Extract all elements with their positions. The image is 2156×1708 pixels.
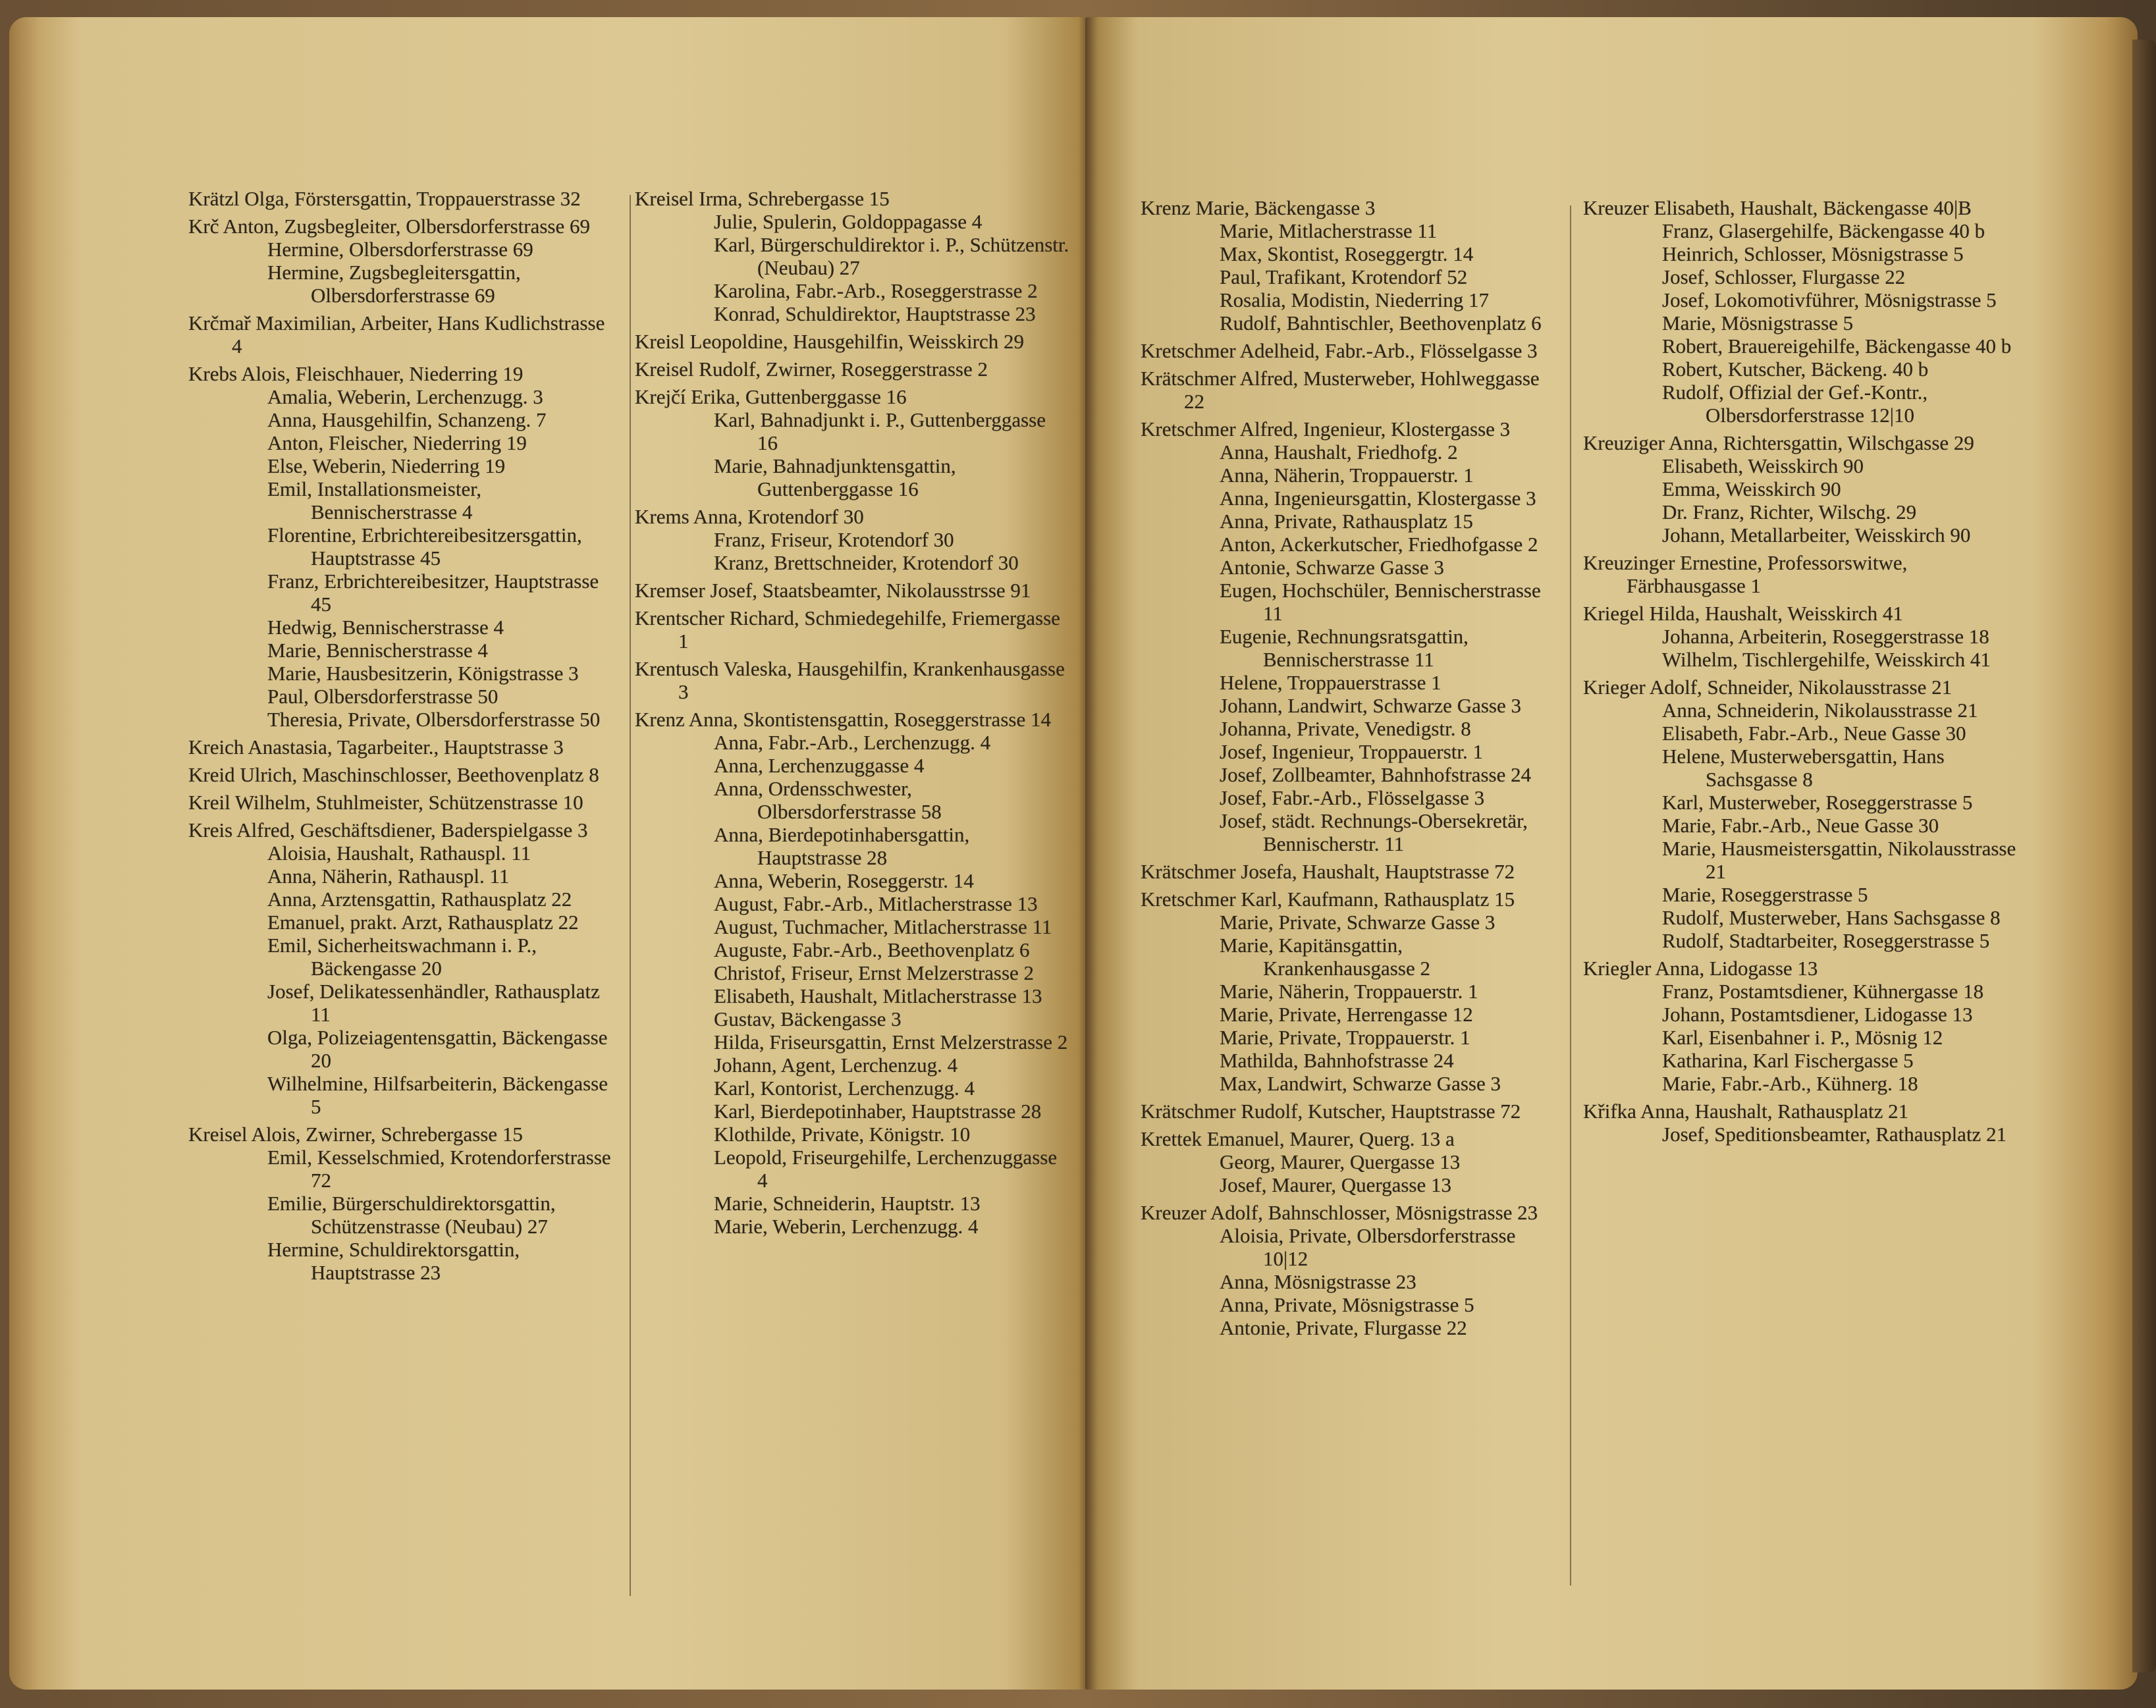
directory-entry: Paul, Olbersdorferstrasse 50 bbox=[267, 685, 499, 708]
directory-column-4 bbox=[1583, 196, 2018, 1146]
directory-entry: Josef, Speditionsbeamter, Rathausplatz 21 bbox=[1662, 1123, 2007, 1146]
directory-entry: Eugen, Hochschüler, Bennischerstrasse 11 bbox=[1220, 579, 1541, 625]
directory-entry-surname: Kretschmer Adelheid, Fabr.-Arb., Flösselgasse 3 bbox=[1141, 339, 1538, 362]
entry-spacer bbox=[1141, 855, 1559, 860]
directory-entry-surname: Kremser Josef, Staatsbeamter, Nikolausstrsse 91 bbox=[635, 579, 1031, 602]
directory-entry: Theresia, Private, Olbersdorferstrasse 50 bbox=[267, 708, 601, 731]
directory-entry: Else, Weberin, Niederring 19 bbox=[267, 454, 506, 477]
directory-entry: Olga, Polizeiagentensgattin, Bäckengasse 20 bbox=[267, 1026, 608, 1072]
directory-entry: Marie, Bennischerstrasse 4 bbox=[267, 639, 488, 662]
entry-spacer bbox=[1141, 1123, 1559, 1127]
directory-entry: Karolina, Fabr.-Arb., Roseggerstrasse 2 bbox=[714, 279, 1038, 302]
directory-entry: Marie, Fabr.-Arb., Kühnerg. 18 bbox=[1662, 1072, 1918, 1095]
directory-entry-surname: Kreisel Alois, Zwirner, Schrebergasse 15 bbox=[188, 1123, 523, 1146]
directory-entry: Julie, Spulerin, Goldoppagasse 4 bbox=[714, 210, 983, 233]
directory-entry: Anna, Lerchenzuggasse 4 bbox=[714, 754, 925, 777]
entry-spacer bbox=[635, 602, 1069, 606]
directory-entry: Wilhelm, Tischlergehilfe, Weisskirch 41 bbox=[1662, 648, 1991, 671]
directory-entry: Karl, Bürgerschuldirektor i. P., Schützenstr. (Neubau) 27 bbox=[714, 233, 1069, 279]
entry-spacer bbox=[635, 325, 1069, 330]
directory-entry: Marie, Roseggerstrasse 5 bbox=[1662, 883, 1868, 906]
directory-entry: Rudolf, Offizial der Gef.-Kontr., Olbersdorferstrasse 12|10 bbox=[1662, 381, 1928, 427]
directory-entry: Robert, Brauereigehilfe, Bäckengasse 40 b bbox=[1662, 334, 2012, 358]
directory-entry: Josef, städt. Rechnungs-Obersekretär, Bennischerstr. 11 bbox=[1220, 809, 1528, 855]
entry-spacer bbox=[635, 381, 1069, 385]
directory-column-2 bbox=[635, 187, 1069, 1238]
directory-entry: Marie, Näherin, Troppauerstr. 1 bbox=[1220, 980, 1478, 1003]
directory-entry: Marie, Schneiderin, Hauptstr. 13 bbox=[714, 1192, 981, 1215]
directory-entry: Robert, Kutscher, Bäckeng. 40 b bbox=[1662, 358, 1929, 381]
directory-entry: Marie, Private, Herrengasse 12 bbox=[1220, 1003, 1473, 1026]
column-divider bbox=[1570, 205, 1571, 1586]
directory-entry: Eugenie, Rechnungsratsgattin, Bennischerstrasse 11 bbox=[1220, 625, 1469, 671]
entry-spacer bbox=[635, 574, 1069, 579]
directory-entry-surname: Kreuzer Elisabeth, Haushalt, Bäckengasse 40|B bbox=[1583, 196, 1972, 219]
directory-entry: Johanna, Private, Venedigstr. 8 bbox=[1220, 717, 1471, 740]
directory-entry-surname: Krettek Emanuel, Maurer, Querg. 13 a bbox=[1141, 1127, 1455, 1150]
entry-spacer bbox=[188, 786, 615, 791]
directory-entry: Anna, Weberin, Roseggerstr. 14 bbox=[714, 869, 974, 892]
entry-spacer bbox=[1141, 413, 1559, 417]
directory-entry-surname: Krätschmer Alfred, Musterweber, Hohlweggasse 22 bbox=[1141, 367, 1540, 413]
directory-entry: Anton, Ackerkutscher, Friedhofgasse 2 bbox=[1220, 533, 1538, 556]
directory-column-3 bbox=[1141, 196, 1559, 1339]
directory-entry: Anna, Näherin, Rathauspl. 11 bbox=[267, 865, 510, 888]
directory-entry: Anna, Bierdepotinhabersgattin, Hauptstrasse 28 bbox=[714, 823, 970, 869]
directory-entry: Josef, Schlosser, Flurgasse 22 bbox=[1662, 265, 1906, 288]
directory-entry: Anna, Arztensgattin, Rathausplatz 22 bbox=[267, 888, 572, 911]
directory-entry: Karl, Musterweber, Roseggerstrasse 5 bbox=[1662, 791, 1973, 814]
directory-entry-surname: Kreisel Rudolf, Zwirner, Roseggerstrasse 2 bbox=[635, 358, 988, 381]
directory-entry-surname: Kreisel Irma, Schrebergasse 15 bbox=[635, 187, 890, 210]
directory-entry: Johann, Landwirt, Schwarze Gasse 3 bbox=[1220, 694, 1521, 717]
directory-entry: Anna, Ordensschwester, Olbersdorferstrasse 58 bbox=[714, 777, 942, 823]
entry-spacer bbox=[1583, 547, 2018, 551]
directory-entry: Marie, Weberin, Lerchenzugg. 4 bbox=[714, 1215, 979, 1238]
directory-entry: Josef, Maurer, Quergasse 13 bbox=[1220, 1173, 1452, 1196]
directory-entry: Josef, Ingenieur, Troppauerstr. 1 bbox=[1220, 740, 1483, 763]
directory-entry: Emanuel, prakt. Arzt, Rathausplatz 22 bbox=[267, 911, 579, 934]
entry-spacer bbox=[635, 500, 1069, 505]
directory-entry: August, Tuchmacher, Mitlacherstrasse 11 bbox=[714, 915, 1052, 938]
directory-entry: Anna, Private, Mösnigstrasse 5 bbox=[1220, 1293, 1474, 1316]
directory-entry: Katharina, Karl Fischergasse 5 bbox=[1662, 1049, 1914, 1072]
directory-entry: Gustav, Bäckengasse 3 bbox=[714, 1007, 902, 1030]
directory-entry: Karl, Kontorist, Lerchenzugg. 4 bbox=[714, 1077, 975, 1100]
directory-entry: Josef, Fabr.-Arb., Flösselgasse 3 bbox=[1220, 786, 1485, 809]
directory-entry: Karl, Bierdepotinhaber, Hauptstrasse 28 bbox=[714, 1100, 1042, 1123]
directory-entry: Anna, Schneiderin, Nikolausstrasse 21 bbox=[1662, 699, 1978, 722]
directory-entry-surname: Krejčí Erika, Guttenberggasse 16 bbox=[635, 385, 907, 408]
entry-spacer bbox=[1583, 671, 2018, 676]
directory-entry: Emma, Weisskirch 90 bbox=[1662, 477, 1841, 500]
directory-entry: Antonie, Private, Flurgasse 22 bbox=[1220, 1316, 1467, 1339]
directory-entry: Anna, Näherin, Troppauerstr. 1 bbox=[1220, 464, 1474, 487]
entry-spacer bbox=[1583, 952, 2018, 957]
directory-entry: Max, Skontist, Roseggergtr. 14 bbox=[1220, 242, 1474, 265]
directory-entry: Anna, Mösnigstrasse 23 bbox=[1220, 1270, 1416, 1293]
directory-entry: Johann, Metallarbeiter, Weisskirch 90 bbox=[1662, 523, 1971, 547]
directory-entry: Hilda, Friseursgattin, Ernst Melzerstrasse 2 bbox=[714, 1030, 1068, 1054]
entry-spacer bbox=[635, 653, 1069, 657]
directory-entry: Marie, Bahnadjunktensgattin, Guttenberggasse 16 bbox=[714, 454, 956, 500]
directory-column-1 bbox=[188, 187, 615, 1284]
directory-entry: Heinrich, Schlosser, Mösnigstrasse 5 bbox=[1662, 242, 1964, 265]
directory-entry: Anna, Fabr.-Arb., Lerchenzugg. 4 bbox=[714, 731, 991, 754]
directory-entry: Amalia, Weberin, Lerchenzugg. 3 bbox=[267, 385, 543, 408]
directory-entry: Paul, Trafikant, Krotendorf 52 bbox=[1220, 265, 1468, 288]
directory-entry: Anna, Private, Rathausplatz 15 bbox=[1220, 510, 1473, 533]
directory-entry: Emil, Sicherheitswachmann i. P., Bäckengasse 20 bbox=[267, 934, 537, 980]
directory-entry: Marie, Mitlacherstrasse 11 bbox=[1220, 219, 1438, 242]
directory-entry: Emil, Installationsmeister, Bennischerstrasse 4 bbox=[267, 477, 482, 523]
directory-entry: Karl, Eisenbahner i. P., Mösnig 12 bbox=[1662, 1026, 1943, 1049]
directory-entry: Antonie, Schwarze Gasse 3 bbox=[1220, 556, 1444, 579]
directory-entry: Marie, Fabr.-Arb., Neue Gasse 30 bbox=[1662, 814, 1939, 837]
entry-spacer bbox=[1141, 883, 1559, 888]
directory-entry: Marie, Mösnigstrasse 5 bbox=[1662, 311, 1854, 334]
directory-entry-surname: Kreid Ulrich, Maschinschlosser, Beethovenplatz 8 bbox=[188, 763, 599, 786]
directory-entry: Marie, Hausmeistersgattin, Nikolausstrasse 21 bbox=[1662, 837, 2016, 883]
entry-spacer bbox=[1583, 427, 2018, 431]
directory-entry-surname: Kretschmer Alfred, Ingenieur, Klostergasse 3 bbox=[1141, 417, 1511, 440]
directory-entry: Christof, Friseur, Ernst Melzerstrasse 2 bbox=[714, 961, 1035, 984]
directory-entry: Johann, Agent, Lerchenzug. 4 bbox=[714, 1054, 958, 1077]
directory-entry-surname: Kreuzinger Ernestine, Professorswitwe, Färbhausgasse 1 bbox=[1583, 551, 1908, 597]
directory-entry-surname: Krätschmer Josefa, Haushalt, Hauptstrasse 72 bbox=[1141, 860, 1515, 883]
entry-spacer bbox=[1583, 597, 2018, 602]
entry-spacer bbox=[188, 814, 615, 818]
directory-entry-surname: Krätzl Olga, Förstersgattin, Troppauerstrasse 32 bbox=[188, 187, 581, 210]
directory-entry: Emil, Kesselschmied, Krotendorferstrasse 72 bbox=[267, 1146, 611, 1192]
directory-entry-surname: Krenz Anna, Skontistensgattin, Roseggerstrasse 14 bbox=[635, 708, 1051, 731]
directory-entry-surname: Krenz Marie, Bäckengasse 3 bbox=[1141, 196, 1376, 219]
directory-entry: Helene, Musterwebersgattin, Hans Sachsgasse 8 bbox=[1662, 745, 1945, 791]
entry-spacer bbox=[1141, 1196, 1559, 1201]
directory-entry: Johanna, Arbeiterin, Roseggerstrasse 18 bbox=[1662, 625, 1989, 648]
directory-entry: Josef, Zollbeamter, Bahnhofstrasse 24 bbox=[1220, 763, 1532, 786]
directory-entry: Klothilde, Private, Königstr. 10 bbox=[714, 1123, 971, 1146]
directory-entry: Anna, Haushalt, Friedhofg. 2 bbox=[1220, 440, 1458, 464]
entry-spacer bbox=[1141, 362, 1559, 367]
directory-entry-surname: Kreis Alfred, Geschäftsdiener, Baderspielgasse 3 bbox=[188, 818, 588, 841]
directory-entry: Josef, Delikatessenhändler, Rathausplatz 11 bbox=[267, 980, 600, 1026]
directory-entry: Hermine, Olbersdorferstrasse 69 bbox=[267, 238, 533, 261]
directory-entry: Auguste, Fabr.-Arb., Beethovenplatz 6 bbox=[714, 938, 1030, 961]
directory-entry: Johann, Postamtsdiener, Lidogasse 13 bbox=[1662, 1003, 1973, 1026]
directory-entry: Franz, Erbrichtereibesitzer, Hauptstrasse 45 bbox=[267, 570, 599, 616]
directory-entry: Karl, Bahnadjunkt i. P., Guttenberggasse 16 bbox=[714, 408, 1046, 454]
directory-entry: Georg, Maurer, Quergasse 13 bbox=[1220, 1150, 1461, 1173]
directory-entry: Max, Landwirt, Schwarze Gasse 3 bbox=[1220, 1072, 1501, 1095]
directory-entry: Wilhelmine, Hilfsarbeiterin, Bäckengasse 5 bbox=[267, 1072, 608, 1118]
directory-entry: Elisabeth, Weisskirch 90 bbox=[1662, 454, 1864, 477]
entry-spacer bbox=[635, 353, 1069, 358]
entry-spacer bbox=[1141, 334, 1559, 339]
directory-entry: Marie, Private, Schwarze Gasse 3 bbox=[1220, 911, 1496, 934]
directory-entry: Marie, Hausbesitzerin, Königstrasse 3 bbox=[267, 662, 579, 685]
directory-entry-surname: Kreuzer Adolf, Bahnschlosser, Mösnigstrasse 23 bbox=[1141, 1201, 1538, 1224]
directory-entry-surname: Krebs Alois, Fleischhauer, Niederring 19 bbox=[188, 362, 524, 385]
directory-entry: Hedwig, Bennischerstrasse 4 bbox=[267, 616, 504, 639]
directory-entry: August, Fabr.-Arb., Mitlacherstrasse 13 bbox=[714, 892, 1038, 915]
book-cover-edge bbox=[2132, 40, 2156, 1672]
directory-entry: Rudolf, Stadtarbeiter, Roseggerstrasse 5 bbox=[1662, 929, 1990, 952]
entry-spacer bbox=[1141, 1095, 1559, 1100]
directory-entry: Florentine, Erbrichtereibesitzersgattin, Hauptstrasse 45 bbox=[267, 523, 582, 570]
directory-entry: Marie, Kapitänsgattin, Krankenhausgasse 2 bbox=[1220, 934, 1430, 980]
directory-entry-surname: Kriegel Hilda, Haushalt, Weisskirch 41 bbox=[1583, 602, 1903, 625]
directory-entry: Rosalia, Modistin, Niederring 17 bbox=[1220, 288, 1489, 311]
directory-entry: Mathilda, Bahnhofstrasse 24 bbox=[1220, 1049, 1454, 1072]
entry-spacer bbox=[635, 703, 1069, 708]
entry-spacer bbox=[188, 210, 615, 215]
directory-entry: Kranz, Brettschneider, Krotendorf 30 bbox=[714, 551, 1019, 574]
directory-entry: Dr. Franz, Richter, Wilschg. 29 bbox=[1662, 500, 1917, 523]
directory-entry-surname: Krčmař Maximilian, Arbeiter, Hans Kudlichstrasse 4 bbox=[188, 311, 605, 358]
entry-spacer bbox=[188, 358, 615, 362]
directory-entry: Franz, Glasergehilfe, Bäckengasse 40 b bbox=[1662, 219, 1985, 242]
directory-entry: Hermine, Schuldirektorsgattin, Hauptstrasse 23 bbox=[267, 1238, 520, 1284]
directory-entry-surname: Kreuziger Anna, Richtersgattin, Wilschgasse 29 bbox=[1583, 431, 1974, 454]
directory-entry: Helene, Troppauerstrasse 1 bbox=[1220, 671, 1442, 694]
directory-entry-surname: Kriegler Anna, Lidogasse 13 bbox=[1583, 957, 1818, 980]
entry-spacer bbox=[188, 307, 615, 311]
directory-entry-surname: Krč Anton, Zugsbegleiter, Olbersdorferstrasse 69 bbox=[188, 215, 590, 238]
directory-entry-surname: Krieger Adolf, Schneider, Nikolausstrasse 21 bbox=[1583, 676, 1953, 699]
directory-entry: Elisabeth, Fabr.-Arb., Neue Gasse 30 bbox=[1662, 722, 1966, 745]
entry-spacer bbox=[188, 731, 615, 735]
directory-entry-surname: Krentusch Valeska, Hausgehilfin, Krankenhausgasse 3 bbox=[635, 657, 1065, 703]
directory-entry: Aloisia, Private, Olbersdorferstrasse 10|12 bbox=[1220, 1224, 1516, 1270]
directory-entry: Rudolf, Bahntischler, Beethovenplatz 6 bbox=[1220, 311, 1542, 334]
directory-entry: Konrad, Schuldirektor, Hauptstrasse 23 bbox=[714, 302, 1036, 325]
directory-entry-surname: Kreisl Leopoldine, Hausgehilfin, Weisskirch 29 bbox=[635, 330, 1024, 353]
directory-entry-surname: Krätschmer Rudolf, Kutscher, Hauptstrasse 72 bbox=[1141, 1100, 1521, 1123]
directory-entry: Elisabeth, Haushalt, Mitlacherstrasse 13 bbox=[714, 984, 1042, 1007]
directory-entry: Anna, Hausgehilfin, Schanzeng. 7 bbox=[267, 408, 547, 431]
directory-entry: Hermine, Zugsbegleitersgattin, Olbersdorferstrasse 69 bbox=[267, 261, 521, 307]
directory-entry: Franz, Friseur, Krotendorf 30 bbox=[714, 528, 954, 551]
directory-entry-surname: Krems Anna, Krotendorf 30 bbox=[635, 505, 864, 528]
directory-entry: Anton, Fleischer, Niederring 19 bbox=[267, 431, 527, 454]
entry-spacer bbox=[188, 759, 615, 763]
column-divider bbox=[630, 195, 631, 1596]
directory-entry: Leopold, Friseurgehilfe, Lerchenzuggasse 4 bbox=[714, 1146, 1058, 1192]
directory-entry: Anna, Ingenieursgattin, Klostergasse 3 bbox=[1220, 487, 1536, 510]
directory-entry: Aloisia, Haushalt, Rathauspl. 11 bbox=[267, 841, 531, 865]
directory-entry: Rudolf, Musterweber, Hans Sachsgasse 8 bbox=[1662, 906, 2001, 929]
directory-entry-surname: Křifka Anna, Haushalt, Rathausplatz 21 bbox=[1583, 1100, 1909, 1123]
directory-entry: Emilie, Bürgerschuldirektorsgattin, Schützenstrasse (Neubau) 27 bbox=[267, 1192, 556, 1238]
directory-entry-surname: Kretschmer Karl, Kaufmann, Rathausplatz 15 bbox=[1141, 888, 1515, 911]
directory-entry: Franz, Postamtsdiener, Kühnergasse 18 bbox=[1662, 980, 1984, 1003]
directory-entry: Marie, Private, Troppauerstr. 1 bbox=[1220, 1026, 1470, 1049]
entry-spacer bbox=[1583, 1095, 2018, 1100]
directory-entry-surname: Kreich Anastasia, Tagarbeiter., Hauptstrasse 3 bbox=[188, 735, 564, 759]
directory-entry-surname: Kreil Wilhelm, Stuhlmeister, Schützenstrasse 10 bbox=[188, 791, 583, 814]
entry-spacer bbox=[188, 1118, 615, 1123]
directory-entry-surname: Krentscher Richard, Schmiedegehilfe, Friemergasse 1 bbox=[635, 606, 1060, 653]
directory-entry: Josef, Lokomotivführer, Mösnigstrasse 5 bbox=[1662, 288, 1997, 311]
